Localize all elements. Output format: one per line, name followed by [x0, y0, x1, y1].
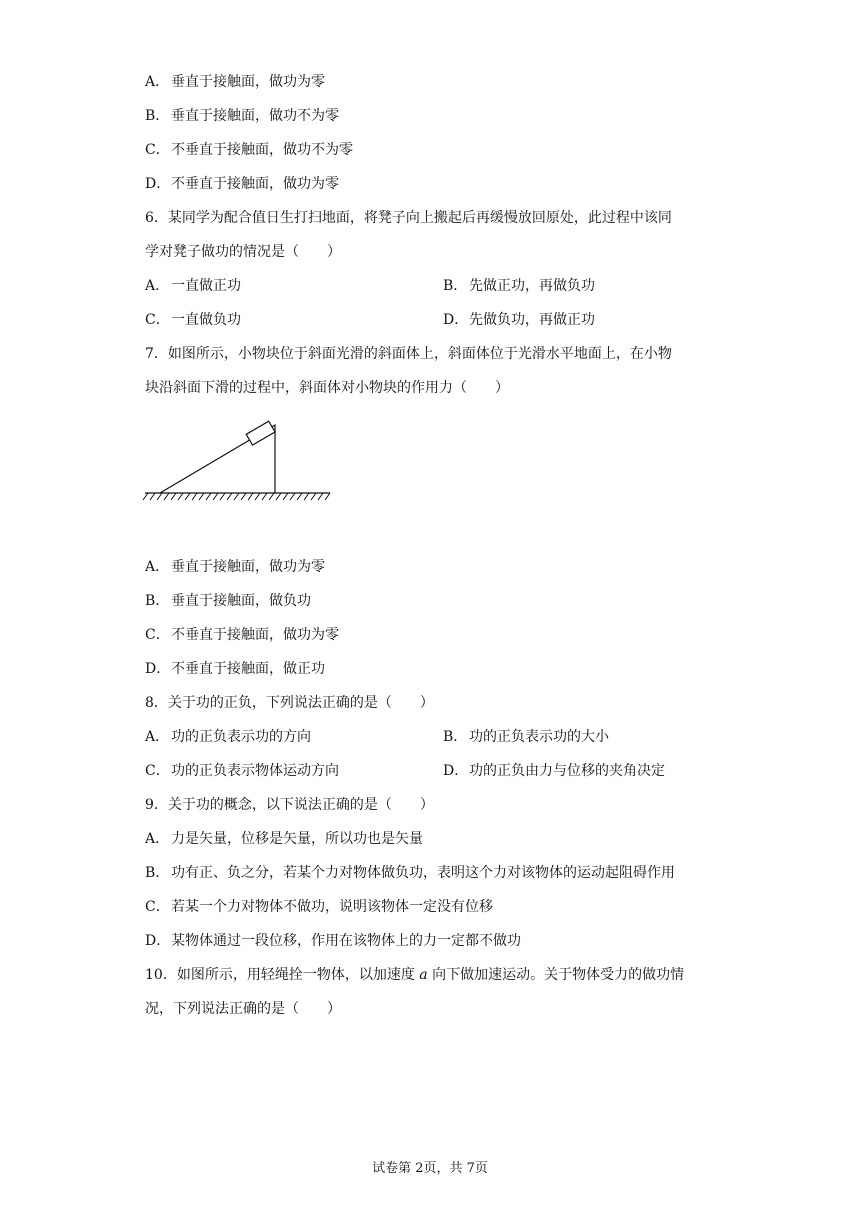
q6-option-a: A． 一直做正功	[145, 278, 241, 294]
q5-option-c: C．不垂直于接触面，做功不为零	[145, 142, 353, 158]
q9-option-d: D．某物体通过一段位移，作用在该物体上的力一定都不做功	[145, 933, 521, 949]
q9-option-c: C．若某一个力对物体不做功，说明该物体一定没有位移	[145, 899, 493, 915]
q7-option-d: D．不垂直于接触面，做正功	[145, 661, 325, 677]
q6-option-b: B． 先做正功，再做负功	[443, 278, 595, 294]
q8-option-d: D．功的正负由力与位移的夹角决定	[443, 763, 665, 779]
q8-stem: 8．关于功的正负，下列说法正确的是（ ）	[145, 695, 434, 711]
q9-option-a: A． 力是矢量，位移是矢量，所以功也是矢量	[145, 831, 423, 847]
q9-option-b: B． 功有正、负之分，若某个力对物体做负功，表明这个力对该物体的运动起阻碍作用	[145, 865, 675, 881]
q7-option-c: C．不垂直于接触面，做功为零	[145, 627, 339, 643]
ground-hatching	[143, 493, 330, 500]
block	[246, 421, 275, 445]
q8-option-b: B． 功的正负表示功的大小	[443, 729, 609, 745]
q7-option-a: A． 垂直于接触面，做功为零	[145, 559, 325, 575]
q9-stem: 9．关于功的概念，以下说法正确的是（ ）	[145, 797, 434, 813]
q5-option-d: D．不垂直于接触面，做功为零	[145, 176, 339, 192]
page-footer: 试卷第 2页，共 7页	[372, 1161, 488, 1176]
q6-option-c: C．一直做负功	[145, 312, 241, 328]
q7-stem-line1: 7．如图所示，小物块位于斜面光滑的斜面体上，斜面体位于光滑水平地面上，在小物	[145, 346, 672, 362]
q8-option-c: C．功的正负表示物体运动方向	[145, 763, 339, 779]
incline-figure	[140, 405, 340, 505]
q7-stem-line2: 块沿斜面下滑的过程中，斜面体对小物块的作用力（ ）	[145, 380, 509, 396]
q7-option-b: B． 垂直于接触面，做负功	[145, 593, 311, 609]
q10-stem-line1: 10．如图所示，用轻绳拴一物体，以加速度 a 向下做加速运动。关于物体受力的做功情	[145, 967, 685, 983]
q5-option-a: A． 垂直于接触面，做功为零	[145, 74, 325, 90]
q6-option-d: D．先做负功，再做正功	[443, 312, 595, 328]
q6-stem-line1: 6．某同学为配合值日生打扫地面，将凳子向上搬起后再缓慢放回原处，此过程中该同	[145, 210, 672, 226]
q5-option-b: B． 垂直于接触面，做功不为零	[145, 108, 339, 124]
q8-option-a: A． 功的正负表示功的方向	[145, 729, 311, 745]
q10-stem-line2: 况，下列说法正确的是（ ）	[145, 1001, 341, 1017]
q6-stem-line2: 学对凳子做功的情况是（ ）	[145, 244, 341, 260]
